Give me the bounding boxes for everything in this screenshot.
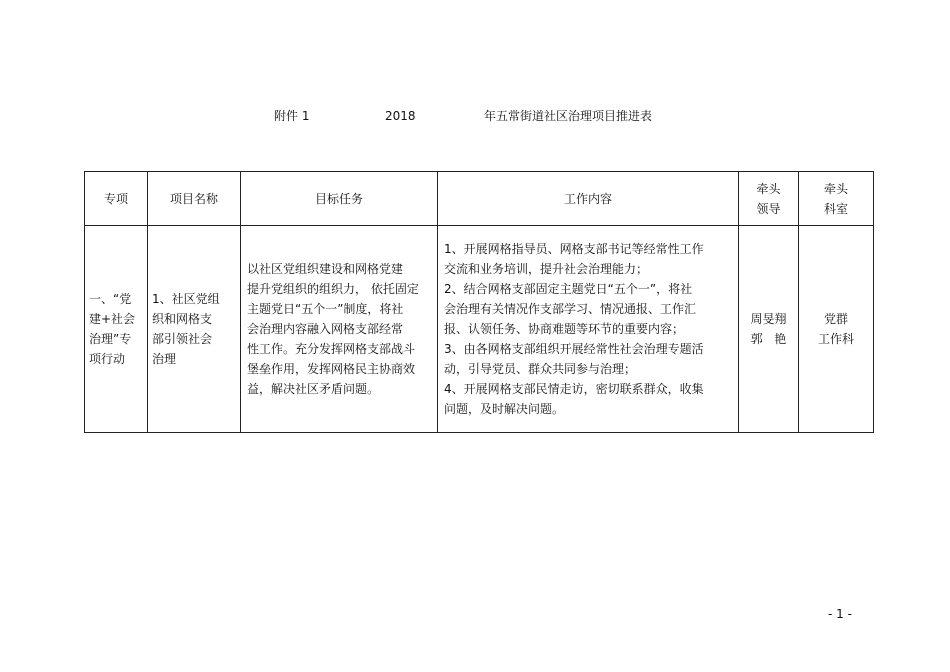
cell-category: 一、“党 建+社会 治理”专 项行动 [85,226,148,433]
table-header-row [85,172,874,226]
cell-target: 以社区党组织建设和网格党建 提升党组织的组织力， 依托固定 主题党日“五个一”制度，将社 会治理内容融入网格支部经常 性工作。充分发挥网格支部战斗 堡垒作用，发挥网格民主协商效 益，解决社区矛盾问题。 [241,226,438,433]
table-row [85,226,874,433]
header-target: 目标任务 [241,172,438,226]
cell-content: 1、开展网格指导员、网格支部书记等经常性工作 交流和业务培训，提升社会治理能力； 2、结合网格支部固定主题党日“五个一”，将社 会治理有关情况作支部学习、情况通报、工作汇 报、认领任务、协商难题等环节的重要内容； 3、由各网格支部组织开展经常性社会治理专题活 动，引导党员、群众共同参与治理； 4、开展网格支部民情走访，密切联系群众，收集 问题，及时解决问题。 [438,226,739,433]
title-year: 2018 [385,109,416,123]
header-content: 工作内容 [438,172,739,226]
project-table [84,171,874,433]
page-number: - 1 - [828,607,852,621]
cell-project: 1、社区党组 织和网格支 部引领社会 治理 [148,226,241,433]
header-project: 项目名称 [148,172,241,226]
header-category: 专项 [85,172,148,226]
header-lead-leader: 牵头 领导 [739,172,799,226]
document-title: 年五常街道社区治理项目推进表 [484,109,653,123]
cell-leaders: 周旻翔 郭 艳 [739,226,799,433]
header-lead-dept: 牵头 科室 [799,172,874,226]
attachment-label: 附件 1 [274,109,310,123]
cell-dept: 党群 工作科 [799,226,874,433]
